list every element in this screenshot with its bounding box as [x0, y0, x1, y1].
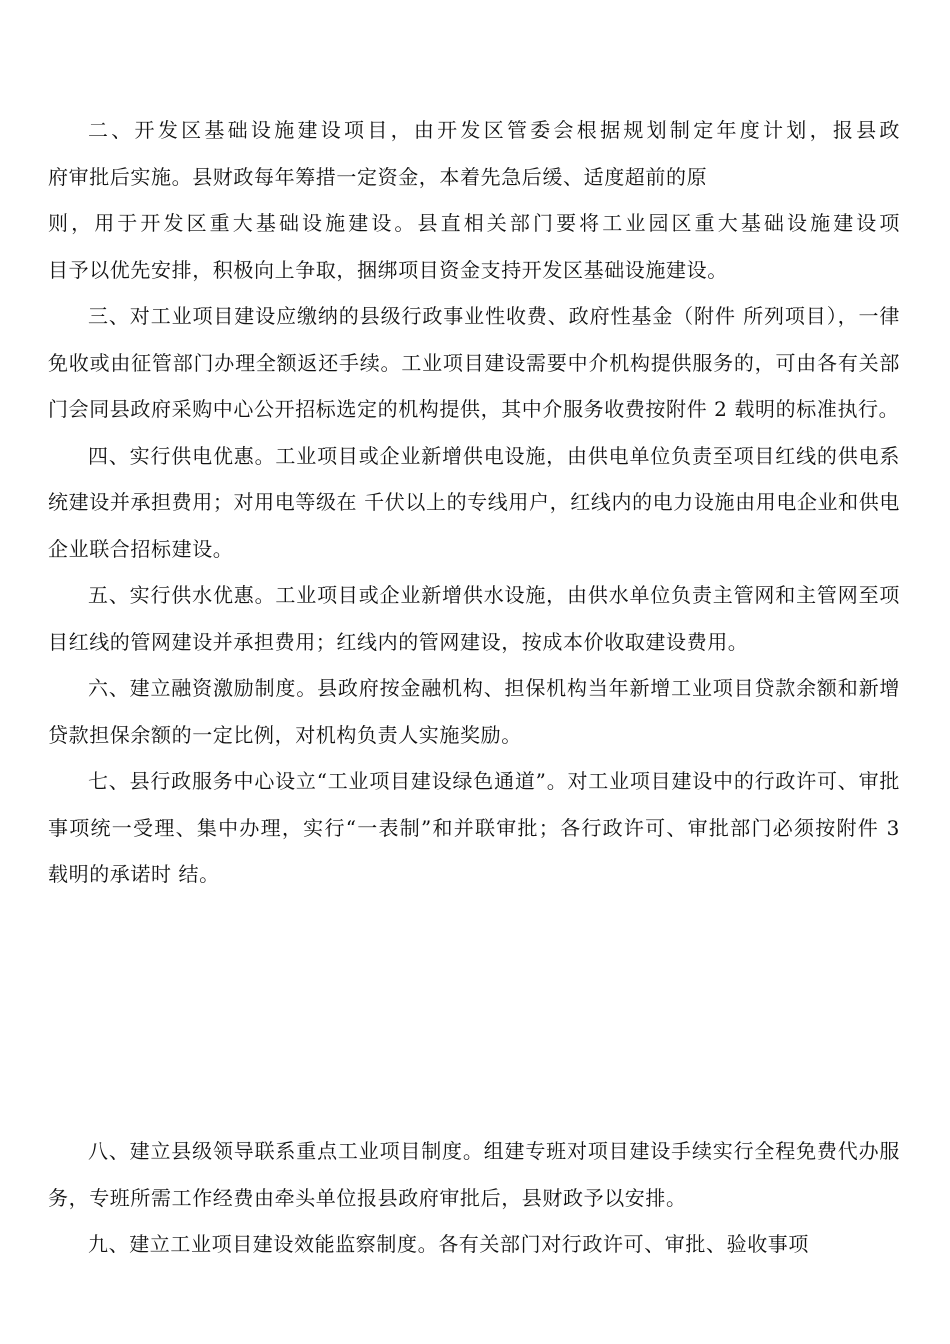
paragraph-2-line-3: 则，用于开发区重大基础设施建设。县直相关部门要将工业园区重大基础设施建设项: [48, 211, 900, 235]
paragraph-2-line-4: 目予以优先安排，积极向上争取，捆绑项目资金支持开发区基础设施建设。: [48, 257, 728, 282]
paragraph-2-line-1: 二、开发区基础设施建设项目，由开发区管委会根据规划制定年度计划，报县政: [88, 118, 900, 142]
paragraph-3: 三、对工业项目建设应缴纳的县级行政事业性收费、政府性基金（附件 所列项目），一律免收或由征管部门办理全额返还手续。工业项目建设需要中介机构提供服务的，可由各有关部门会同县政府采购中心公开招标选定的机构提供，其中介服务收费按附件 2 载明的标准执行。: [48, 304, 900, 421]
paragraph-9: 九、建立工业项目建设效能监察制度。各有关部门对行政许可、审批、验收事项: [88, 1232, 809, 1256]
paragraph-7: 七、县行政服务中心设立“工业项目建设绿色通道”。对工业项目建设中的行政许可、审批事项统一受理、集中办理，实行“一表制”和并联审批；各行政许可、审批部门必须按附件 3 载明的承诺时 结。: [48, 769, 900, 886]
paragraph-5: 五、实行供水优惠。工业项目或企业新增供水设施，由供水单位负责主管网和主管网至项目红线的管网建设并承担费用；红线内的管网建设，按成本价收取建设费用。: [48, 583, 900, 654]
document-body-bottom: [48, 1128, 900, 1268]
paragraph-2: [48, 107, 900, 293]
paragraph-4: 四、实行供电优惠。工业项目或企业新增供电设施，由供电单位负责至项目红线的供电系统建设并承担费用；对用电等级在 千伏以上的专线用户，红线内的电力设施由用电企业和供电企业联合招标建设。: [48, 443, 900, 561]
paragraph-8: 八、建立县级领导联系重点工业项目制度。组建专班对项目建设手续实行全程免费代办服务，专班所需工作经费由牵头单位报县政府审批后，县财政予以安排。: [48, 1139, 900, 1210]
paragraph-2-line-2: 府审批后实施。县财政每年筹措一定资金，本着先急后缓、适度超前的原: [48, 164, 708, 189]
document-body-top: [48, 107, 900, 898]
paragraph-6: 六、建立融资激励制度。县政府按金融机构、担保机构当年新增工业项目贷款余额和新增贷款担保余额的一定比例，对机构负责人实施奖励。: [48, 676, 900, 747]
